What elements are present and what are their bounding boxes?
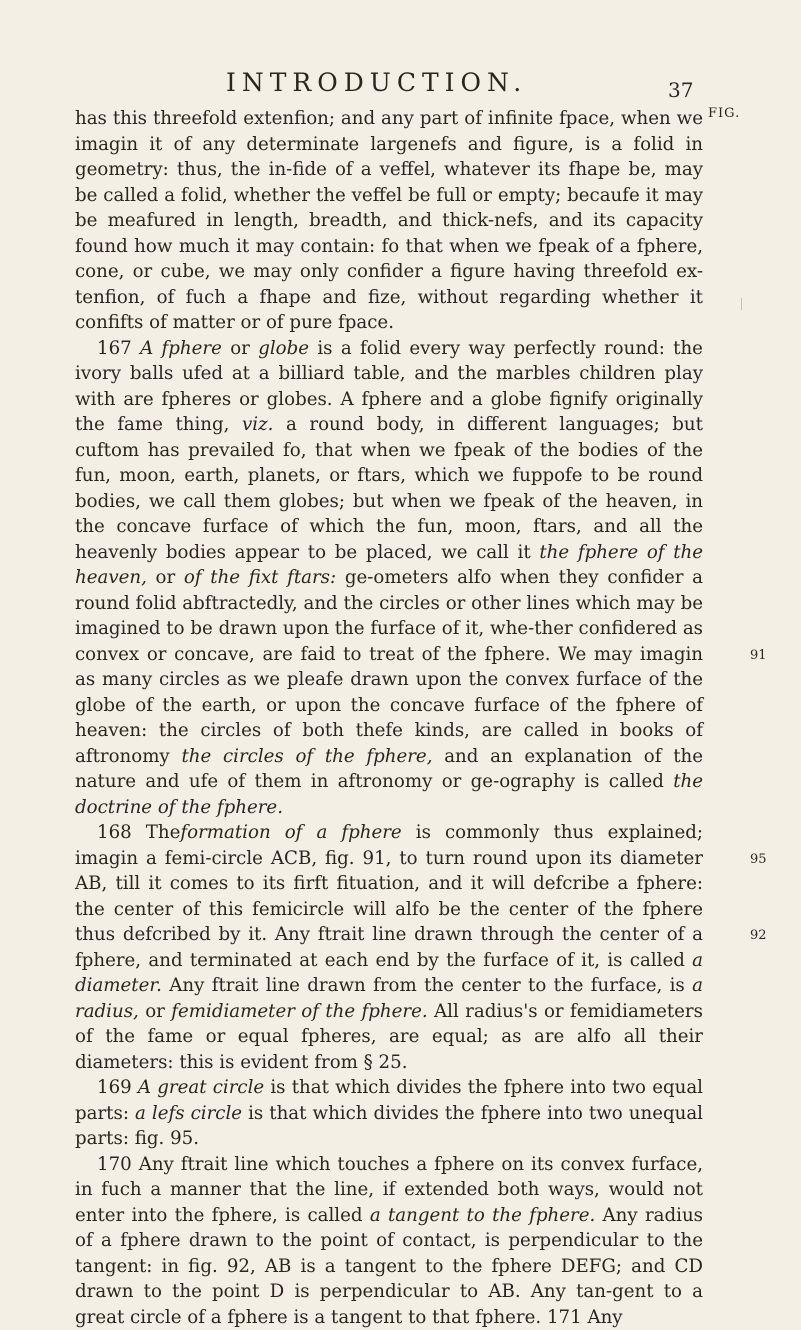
margin-note-fig-91: 91	[750, 648, 767, 663]
margin-note-fig-92: 92	[750, 928, 767, 943]
margin-tick-mark	[740, 298, 743, 310]
running-header: INTRODUCTION.	[226, 68, 527, 97]
page-number: 37	[668, 78, 693, 102]
body-text	[75, 106, 703, 1330]
paragraph-167: 167 A fphere or globe is a folid every way perfectly round: the ivory balls ufed at a billiard table, and the marbles children play with are fpheres or globes. A fphere and a globe fignify originally the fame thing, viz. a round body, in different languages; but cuftom has prevailed fo, that when we fpeak of the bodies of the fun, moon, earth, planets, or ftars, which we fuppofe to be round bodies, we call them globes; but when we fpeak of the heaven, in the concave furface of which the fun, moon, ftars, and all the heavenly bodies appear to be placed, we call it the fphere of the heaven, or of the fixt ftars: ge-ometers alfo when they confider a round folid abftractedly, and the circles or other lines which may be imagined to be drawn upon the furface of it, whe-ther confidered as convex or concave, are faid to treat of the fphere. We may imagin as many circles as we pleafe drawn upon the convex furface of the globe of the earth, or upon the concave furface of the fphere of heaven: the circles of both thefe kinds, are called in books of aftronomy the circles of the fphere, and an explanation of the nature and ufe of them in aftronomy or ge-ography is called the doctrine of the fphere.	[75, 336, 703, 821]
paragraph-168: 168 Theformation of a fphere is commonly thus explained; imagin a femi-circle ACB, fig. 91, to turn round upon its diameter AB, till it comes to its firft fituation, and it will defcribe a fphere: the center of this femicircle will alfo be the center of the fphere thus defcribed by it. Any ftrait line drawn through the center of a fphere, and terminated at each end by the furface of it, is called a diameter. Any ftrait line drawn from the center to the furface, is a radius, or femidiameter of the fphere. All radius's or femidiameters of the fame or equal fpheres, are equal; as are alfo all their diameters: this is evident from § 25.	[75, 820, 703, 1075]
paragraph-169: 169 A great circle is that which divides the fphere into two equal parts: a lefs circle is that which divides the fphere into two unequal parts: fig. 95.	[75, 1075, 703, 1152]
paragraph-170: 170 Any ftrait line which touches a fphere on its convex furface, in fuch a manner that the line, if extended both ways, would not enter into the fphere, is called a tangent to the fphere. Any radius of a fphere drawn to the point of contact, is perpendicular to the tangent: in fig. 92, AB is a tangent to the fphere DEFG; and CD drawn to the point D is perpendicular to AB. Any tan-gent to a great circle of a fphere is a tangent to that fphere. 171 Any	[75, 1152, 703, 1330]
paragraph-continuation: has this threefold extenfion; and any part of infinite fpace, when we imagin it of any determinate largenefs and figure, is a folid in geometry: thus, the in-fide of a veffel, whatever its fhape be, may be called a folid, whether the veffel be full or empty; becaufe it may be meafured in length, breadth, and thick-nefs, and its capacity found how much it may contain: fo that when we fpeak of a fphere, cone, or cube, we may only confider a figure having threefold ex-tenfion, of fuch a fhape and fize, without regarding whether it confifts of matter or of pure fpace.	[75, 106, 703, 336]
margin-note-fig-95: 95	[750, 852, 767, 867]
fig-margin-label: FIG.	[708, 106, 740, 121]
